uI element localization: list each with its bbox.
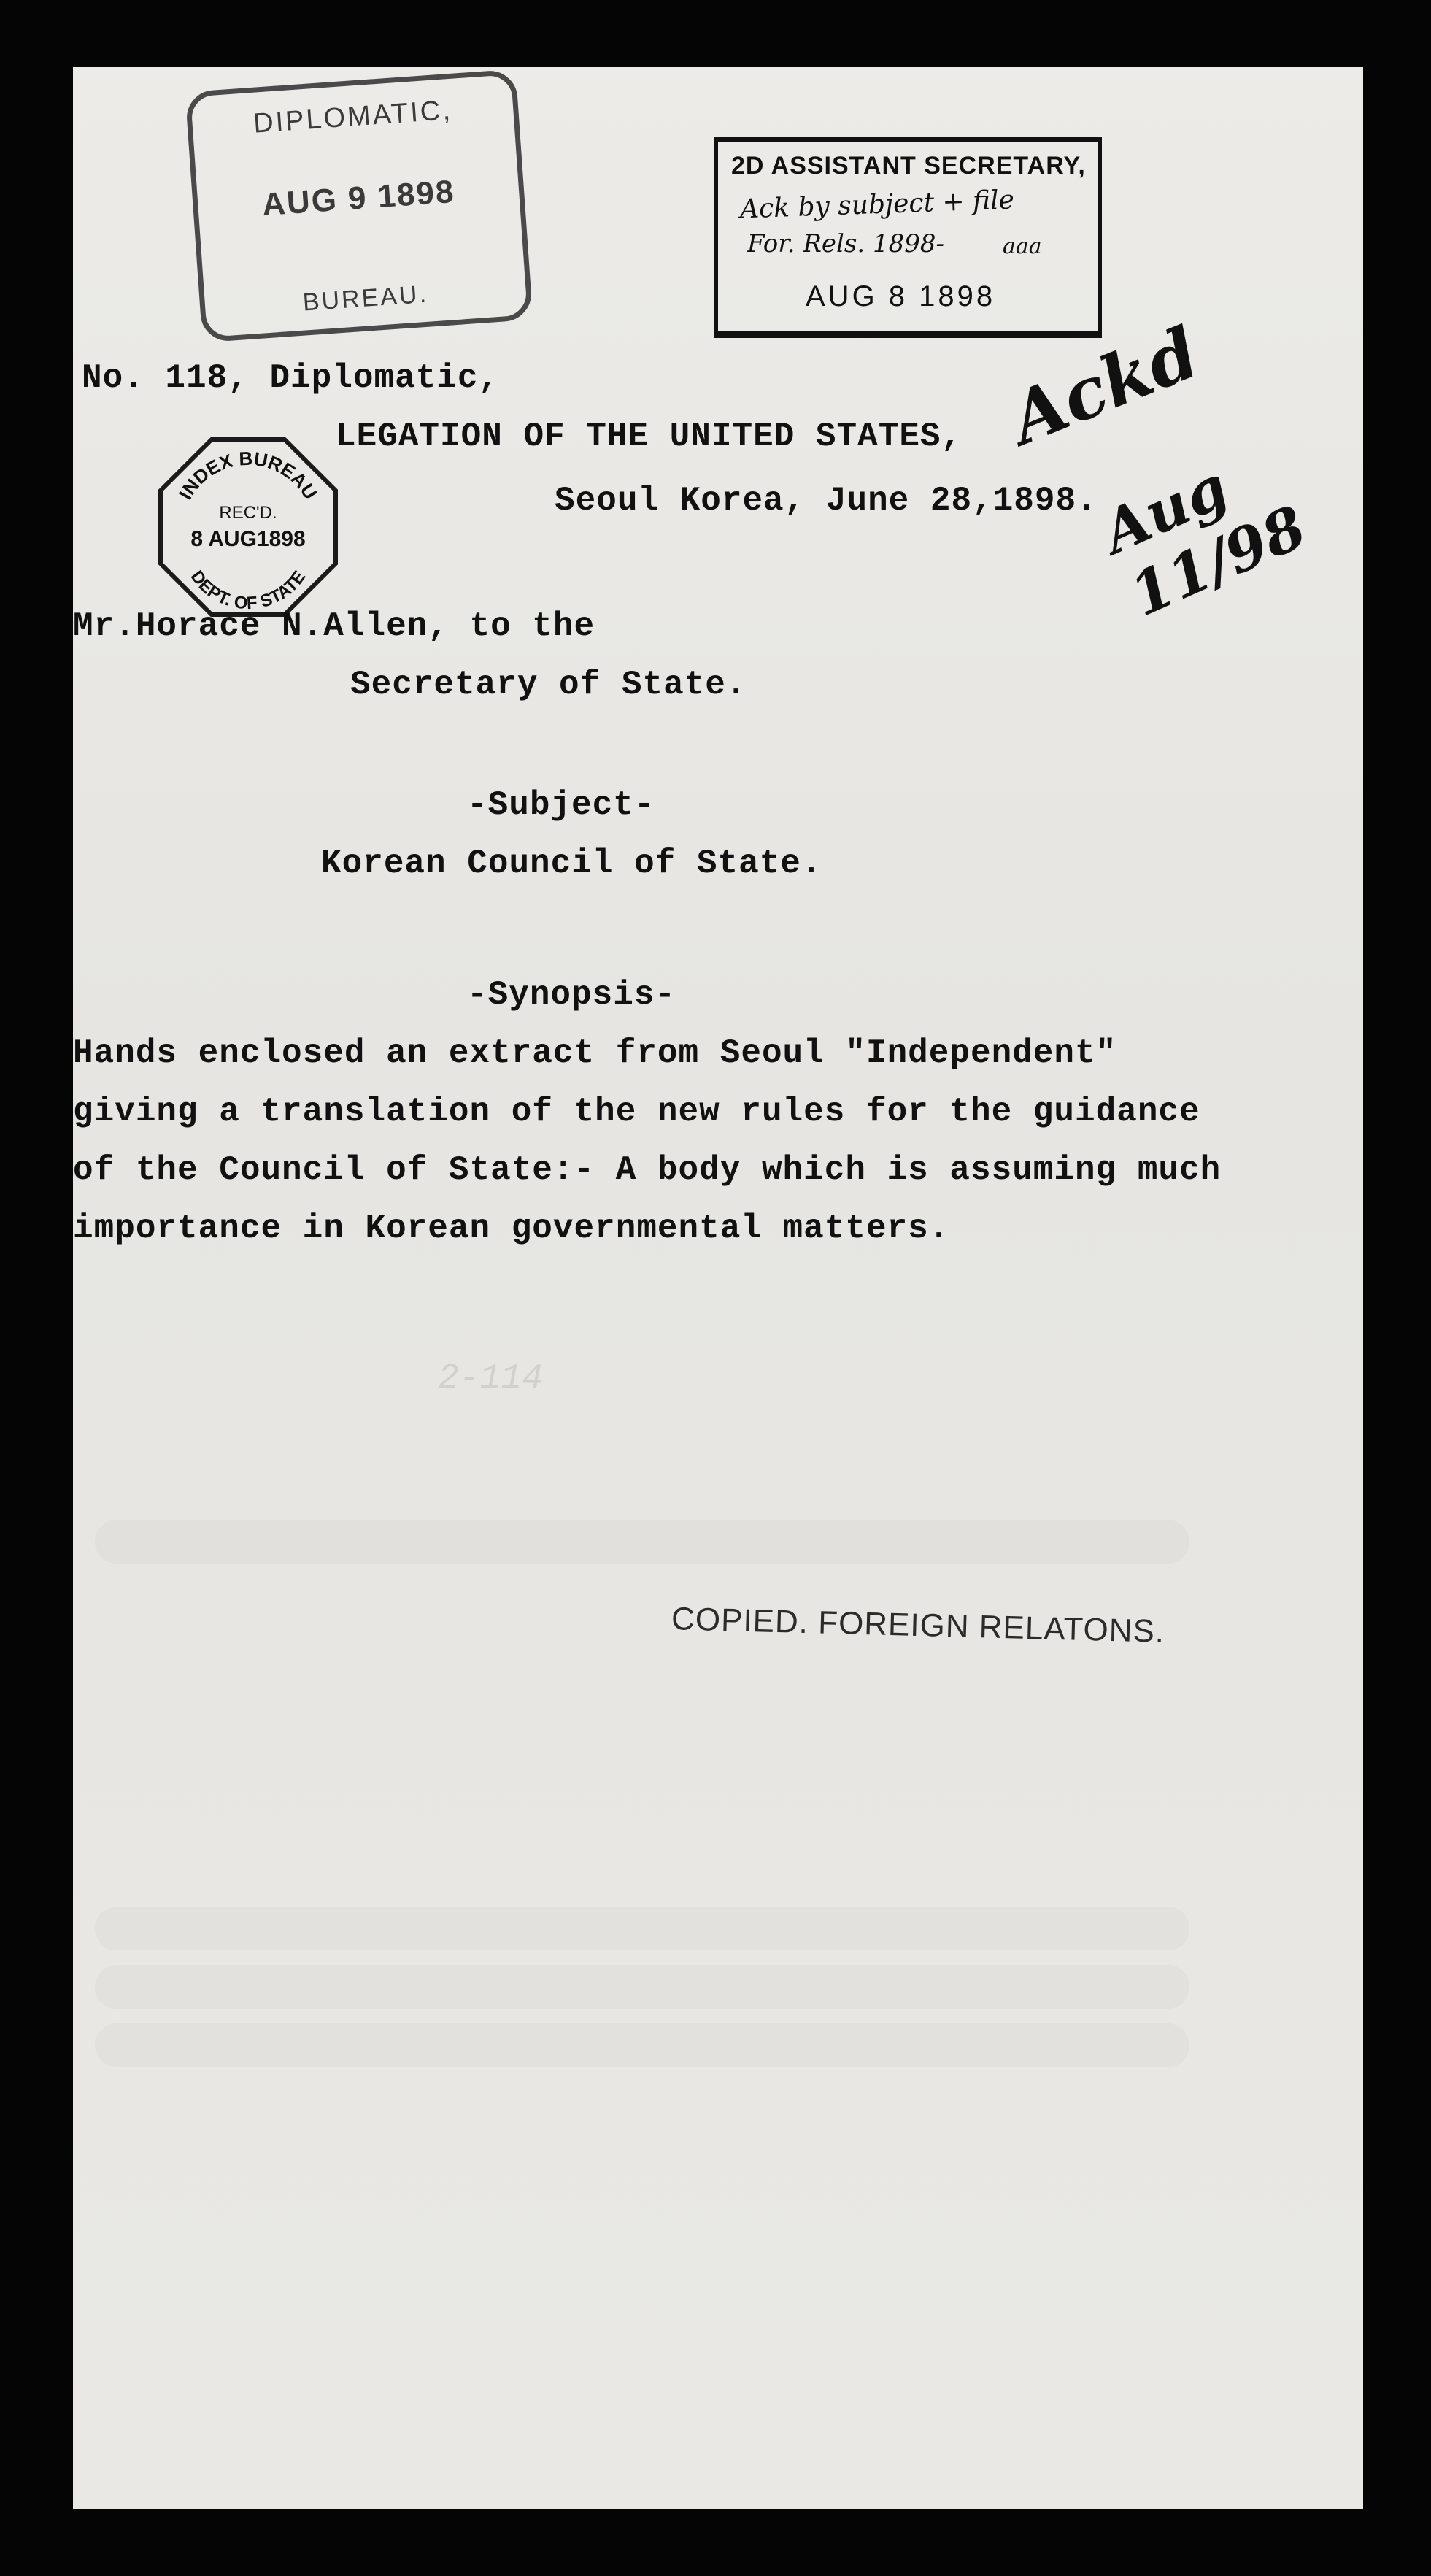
copied-foreign-relations-stamp: COPIED. FOREIGN RELATONS. xyxy=(671,1601,1165,1650)
synopsis-line: giving a translation of the new rules for the guidance xyxy=(73,1093,1200,1131)
index-bureau-seal xyxy=(153,432,343,622)
assistant-stamp-note-2: For. Rels. 1898- xyxy=(747,229,945,258)
synopsis-line: importance in Korean governmental matters. xyxy=(73,1210,950,1247)
seal-bottom-text: DEPT. OF STATE xyxy=(186,566,310,614)
bleed-through-line xyxy=(95,2023,1189,2067)
assistant-stamp-date: AUG 8 1898 xyxy=(806,280,996,312)
handwritten-ack-date: Aug 11/98 xyxy=(1092,452,1316,630)
assistant-stamp-heading: 2D ASSISTANT SECRETARY, xyxy=(731,152,1086,180)
recipient-line: Secretary of State. xyxy=(350,666,747,704)
assistant-stamp-note-1: Ack by subject + file xyxy=(739,185,1015,225)
diplomatic-bureau-stamp xyxy=(185,69,533,343)
assistant-stamp-initials: aaa xyxy=(1003,234,1042,259)
sender-line: Mr.Horace N.Allen, to the xyxy=(73,607,595,645)
bleed-through-line xyxy=(95,1965,1189,2009)
synopsis-line: of the Council of State:- A body which is assuming much xyxy=(73,1151,1222,1189)
bleed-through-line xyxy=(95,1520,1189,1564)
despatch-number: No. 118, Diplomatic, xyxy=(82,359,500,397)
assistant-secretary-stamp xyxy=(714,137,1102,338)
handwritten-ack-signature: Ackd xyxy=(998,311,1211,461)
place-and-date: Seoul Korea, June 28,1898. xyxy=(555,482,1098,520)
seal-date-text: 8 AUG1898 xyxy=(190,527,306,551)
synopsis-line: Hands enclosed an extract from Seoul "Independent" xyxy=(73,1034,1117,1072)
diplomatic-stamp-date: AUG 9 1898 xyxy=(261,173,456,223)
diplomatic-stamp-top: DIPLOMATIC, xyxy=(252,94,454,139)
seal-received-text: REC'D. xyxy=(219,503,277,523)
legation-heading: LEGATION OF THE UNITED STATES, xyxy=(336,418,963,455)
bleed-through-line xyxy=(95,1907,1189,1950)
subject-heading: -Subject- xyxy=(467,786,655,824)
diplomatic-stamp-bottom: BUREAU. xyxy=(301,280,430,317)
seal-top-text: INDEX BUREAU xyxy=(174,447,322,504)
faint-file-number: 2-114 xyxy=(438,1359,544,1399)
subject-text: Korean Council of State. xyxy=(321,845,822,883)
synopsis-heading: -Synopsis- xyxy=(467,976,676,1014)
document-page xyxy=(73,67,1363,2509)
